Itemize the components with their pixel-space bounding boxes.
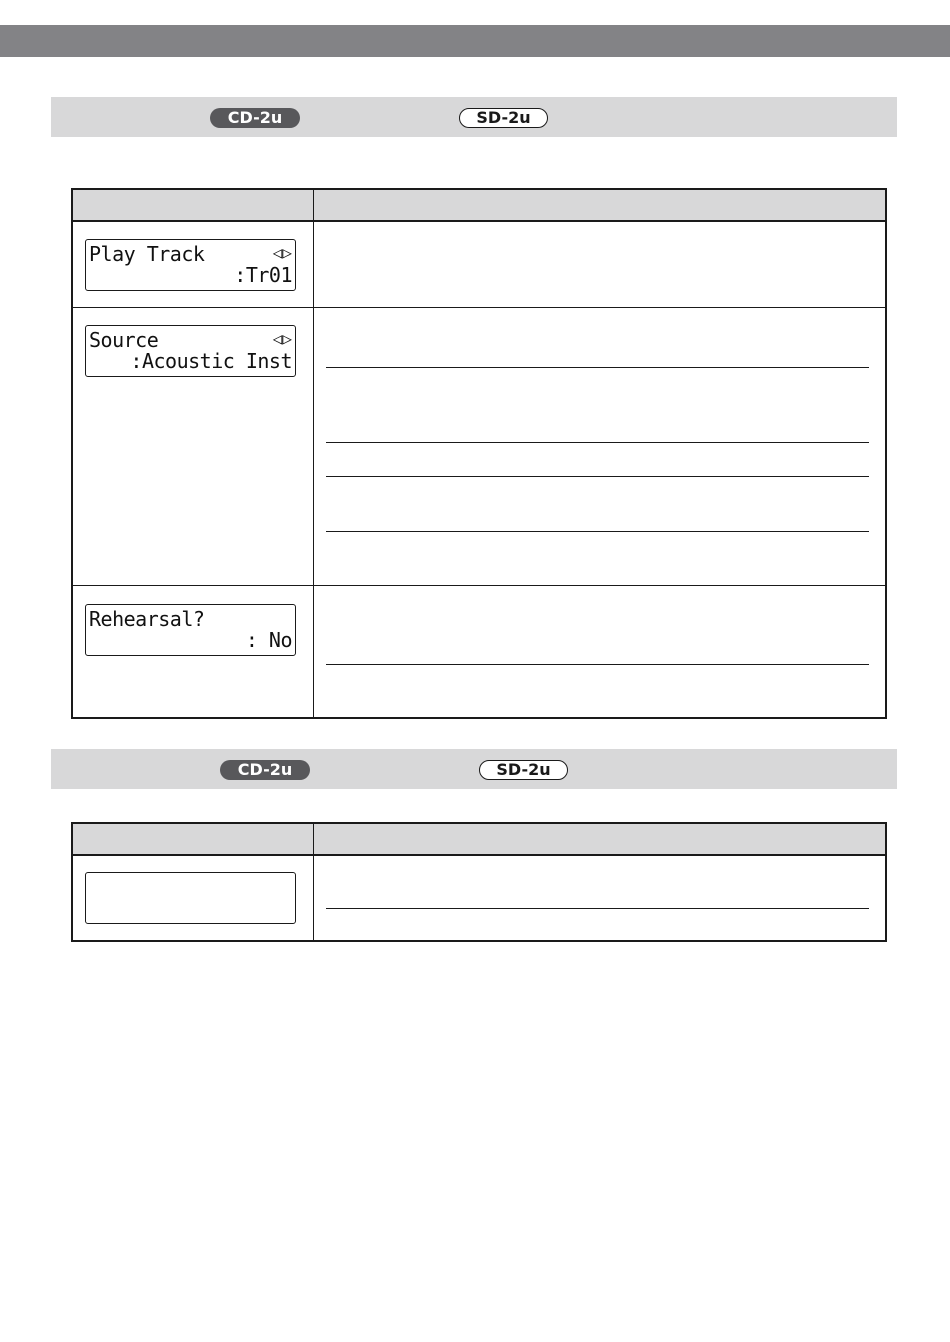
row-divider	[73, 585, 885, 586]
lcd-rehearsal	[85, 604, 296, 656]
lcd-source	[85, 325, 296, 377]
column-divider	[313, 824, 314, 940]
table-header-row	[73, 824, 885, 856]
section-band-1	[51, 97, 897, 137]
left-right-arrows-icon: ◁▷	[272, 243, 292, 262]
cd-2u-badge: CD-2u	[210, 108, 300, 128]
lcd-line-2: : No	[245, 628, 292, 652]
lcd-line-1: Source	[89, 328, 159, 352]
sd-2u-badge: SD-2u	[479, 760, 568, 780]
table-header-row	[73, 190, 885, 222]
settings-table-2	[71, 822, 887, 942]
lcd-blank	[85, 872, 296, 924]
lcd-play-track	[85, 239, 296, 291]
option-divider	[326, 664, 869, 665]
section-band-2	[51, 749, 897, 789]
left-right-arrows-icon: ◁▷	[272, 329, 292, 348]
option-divider	[326, 367, 869, 368]
lcd-line-1: Rehearsal?	[89, 607, 205, 631]
lcd-line-2: :Tr01	[234, 263, 292, 287]
sd-2u-badge: SD-2u	[459, 108, 548, 128]
lcd-line-2: :Acoustic Inst	[130, 349, 292, 373]
settings-table-1	[71, 188, 887, 719]
option-divider	[326, 908, 869, 909]
option-divider	[326, 531, 869, 532]
lcd-line-1: Play Track	[89, 242, 205, 266]
cd-2u-badge: CD-2u	[220, 760, 310, 780]
chapter-header-bar	[0, 25, 950, 57]
row-divider	[73, 307, 885, 308]
option-divider	[326, 476, 869, 477]
option-divider	[326, 442, 869, 443]
column-divider	[313, 190, 314, 717]
